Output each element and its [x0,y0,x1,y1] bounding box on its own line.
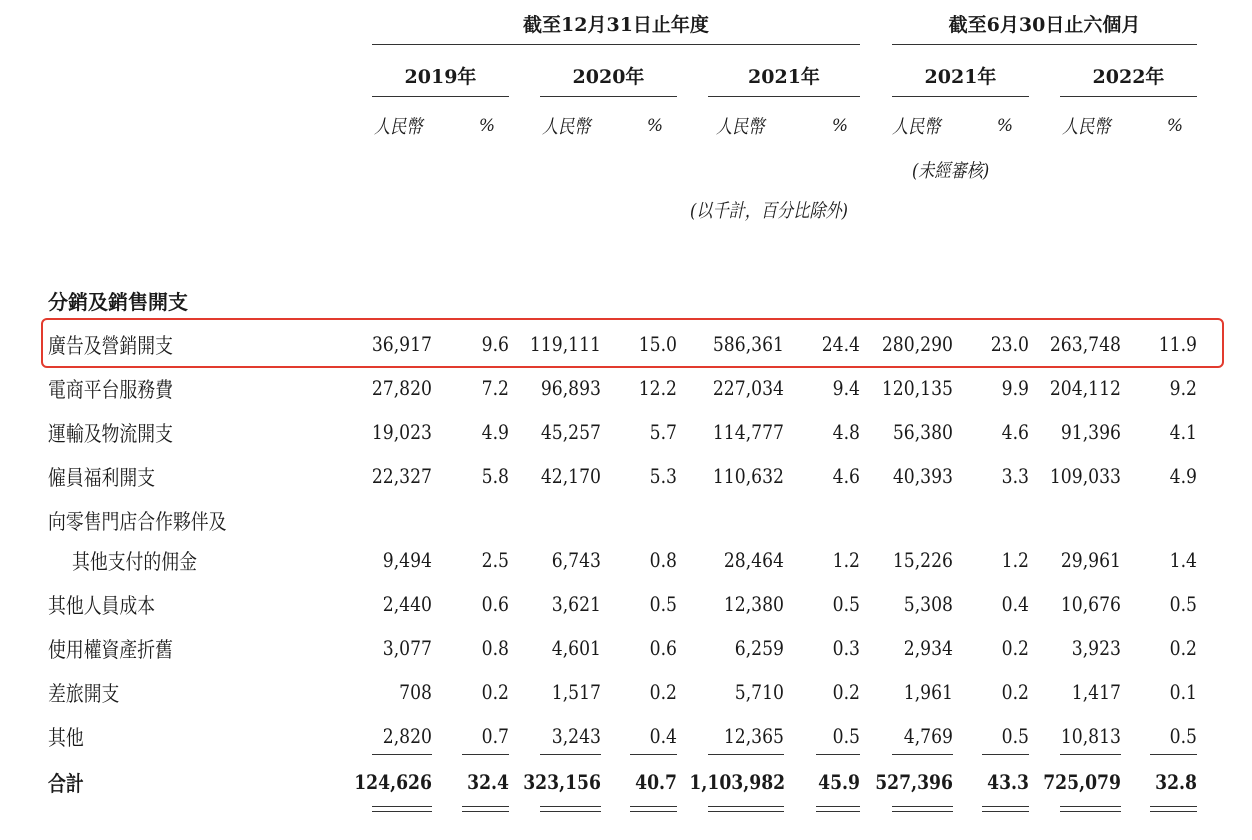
total-amount-cell: 527,396 [875,770,953,794]
total-amount-cell: 725,079 [1043,770,1121,794]
percent-cell: 0.2 [1169,636,1197,660]
year-rule [372,96,509,97]
total-double-rule [816,806,860,812]
total-percent-cell: 40.7 [635,770,677,794]
percent-cell: 12.2 [638,376,677,400]
amount-cell: 28,464 [723,548,784,572]
amount-cell: 15,226 [892,548,953,572]
percent-cell: 9.4 [832,376,860,400]
total-percent-cell: 45.9 [818,770,860,794]
percent-cell: 0.2 [1001,636,1029,660]
amount-cell: 109,033 [1049,464,1121,488]
units-note: (以千計，百分比除外) [690,200,848,222]
percent-cell: 23.0 [990,332,1029,356]
total-double-rule [372,806,432,812]
group-header-half-year: 截至6月30日止六個月 [948,14,1141,36]
percent-cell: 0.5 [832,592,860,616]
amount-cell: 119,111 [529,332,601,356]
unaudited-note: (未經審核) [912,160,990,182]
unit-label: 人民幣 [892,116,941,138]
section-title: 分銷及銷售開支 [48,290,188,314]
total-double-rule [708,806,784,812]
percent-cell: 0.4 [649,724,677,748]
percent-cell: 4.6 [832,464,860,488]
percent-cell: 1.2 [1001,548,1029,572]
total-amount-cell: 1,103,982 [689,770,786,794]
percent-cell: 1.4 [1169,548,1197,572]
percent-cell: 3.3 [1001,464,1029,488]
percent-cell: 0.1 [1169,680,1197,704]
percent-cell: 0.5 [1001,724,1029,748]
percent-cell: 0.6 [649,636,677,660]
row-label: 廣告及營銷開支 [48,334,173,358]
percent-cell: 0.5 [1169,592,1197,616]
total-double-rule [630,806,677,812]
year-rule [708,96,860,97]
amount-cell: 120,135 [881,376,953,400]
amount-cell: 6,259 [734,636,784,660]
percent-cell: 4.8 [832,420,860,444]
amount-cell: 12,380 [723,592,784,616]
amount-cell: 3,621 [551,592,601,616]
percent-cell: 5.8 [481,464,509,488]
percent-cell: 15.0 [638,332,677,356]
amount-cell: 36,917 [371,332,432,356]
year-header-2019: 2019年 [404,66,477,88]
percent-cell: 9.2 [1169,376,1197,400]
unit-label: 人民幣 [716,116,765,138]
amount-cell: 42,170 [540,464,601,488]
amount-cell: 3,923 [1071,636,1121,660]
percent-cell: 0.6 [481,592,509,616]
subtotal-rule [630,754,677,755]
amount-cell: 204,112 [1049,376,1121,400]
unit-label: 人民幣 [542,116,591,138]
year-rule [1060,96,1197,97]
amount-cell: 5,710 [734,680,784,704]
total-double-rule [1150,806,1197,812]
amount-cell: 1,417 [1071,680,1121,704]
percent-cell: 0.8 [649,548,677,572]
percent-cell: 5.7 [649,420,677,444]
percent-cell: 0.2 [481,680,509,704]
subtotal-rule [816,754,860,755]
percent-cell: 0.2 [1001,680,1029,704]
amount-cell: 2,934 [903,636,953,660]
unit-label: 人民幣 [374,116,423,138]
percent-cell: 4.9 [1169,464,1197,488]
amount-cell: 19,023 [371,420,432,444]
subtotal-rule [1150,754,1197,755]
subtotal-rule [462,754,509,755]
percent-header: % [831,116,849,136]
amount-cell: 56,380 [892,420,953,444]
row-label: 向零售門店合作夥伴及 [48,510,227,534]
percent-cell: 0.3 [832,636,860,660]
year-header-2021-half: 2021年 [924,66,997,88]
year-rule [892,96,1029,97]
total-amount-cell: 323,156 [523,770,601,794]
amount-cell: 6,743 [551,548,601,572]
amount-cell: 2,440 [382,592,432,616]
percent-cell: 9.9 [1001,376,1029,400]
row-label: 電商平台服務費 [48,378,173,402]
total-double-rule [982,806,1029,812]
amount-cell: 2,820 [382,724,432,748]
row-label: 差旅開支 [48,682,120,706]
percent-cell: 9.6 [481,332,509,356]
year-header-2020: 2020年 [572,66,645,88]
group-header-annual: 截至12月31日止年度 [523,14,709,36]
percent-cell: 0.5 [832,724,860,748]
total-percent-cell: 32.8 [1155,770,1197,794]
amount-cell: 114,777 [712,420,784,444]
amount-cell: 29,961 [1060,548,1121,572]
percent-cell: 0.4 [1001,592,1029,616]
amount-cell: 1,961 [903,680,953,704]
subtotal-rule [892,754,953,755]
row-label: 其他 [48,726,84,750]
amount-cell: 280,290 [881,332,953,356]
subtotal-rule [982,754,1029,755]
amount-cell: 227,034 [712,376,784,400]
amount-cell: 96,893 [540,376,601,400]
amount-cell: 1,517 [551,680,601,704]
percent-cell: 0.8 [481,636,509,660]
subtotal-rule [540,754,601,755]
amount-cell: 10,676 [1060,592,1121,616]
percent-cell: 24.4 [821,332,860,356]
percent-cell: 4.6 [1001,420,1029,444]
percent-cell: 0.2 [649,680,677,704]
amount-cell: 10,813 [1060,724,1121,748]
total-percent-cell: 32.4 [467,770,509,794]
amount-cell: 110,632 [712,464,784,488]
row-label-continued: 其他支付的佣金 [72,550,197,574]
total-double-rule [892,806,953,812]
percent-header: % [478,116,496,136]
percent-cell: 0.5 [649,592,677,616]
amount-cell: 27,820 [371,376,432,400]
subtotal-rule [708,754,784,755]
amount-cell: 12,365 [723,724,784,748]
amount-cell: 5,308 [903,592,953,616]
percent-cell: 11.9 [1158,332,1197,356]
amount-cell: 263,748 [1049,332,1121,356]
amount-cell: 9,494 [382,548,432,572]
total-double-rule [462,806,509,812]
group-rule-half [892,44,1197,45]
percent-cell: 2.5 [481,548,509,572]
amount-cell: 586,361 [712,332,784,356]
total-amount-cell: 124,626 [354,770,432,794]
percent-cell: 4.9 [481,420,509,444]
percent-cell: 7.2 [481,376,509,400]
total-double-rule [540,806,601,812]
percent-header: % [1166,116,1184,136]
total-percent-cell: 43.3 [987,770,1029,794]
year-rule [540,96,677,97]
year-header-2022-half: 2022年 [1092,66,1165,88]
percent-cell: 0.7 [481,724,509,748]
percent-cell: 4.1 [1169,420,1197,444]
total-double-rule [1060,806,1121,812]
amount-cell: 4,769 [903,724,953,748]
amount-cell: 4,601 [551,636,601,660]
percent-cell: 5.3 [649,464,677,488]
row-label: 僱員福利開支 [48,466,156,490]
row-label: 使用權資產折舊 [48,638,173,662]
unit-label: 人民幣 [1062,116,1111,138]
amount-cell: 40,393 [892,464,953,488]
year-header-2021: 2021年 [748,66,820,88]
row-label: 其他人員成本 [48,594,156,618]
amount-cell: 708 [399,680,432,704]
subtotal-rule [372,754,432,755]
row-label: 運輸及物流開支 [48,422,173,446]
amount-cell: 45,257 [540,420,601,444]
total-label: 合計 [48,771,84,796]
amount-cell: 3,243 [551,724,601,748]
percent-header: % [996,116,1014,136]
subtotal-rule [1060,754,1121,755]
percent-cell: 0.5 [1169,724,1197,748]
group-rule-annual [372,44,860,45]
percent-header: % [646,116,664,136]
amount-cell: 91,396 [1060,420,1121,444]
amount-cell: 3,077 [382,636,432,660]
amount-cell: 22,327 [371,464,432,488]
percent-cell: 1.2 [832,548,860,572]
percent-cell: 0.2 [832,680,860,704]
